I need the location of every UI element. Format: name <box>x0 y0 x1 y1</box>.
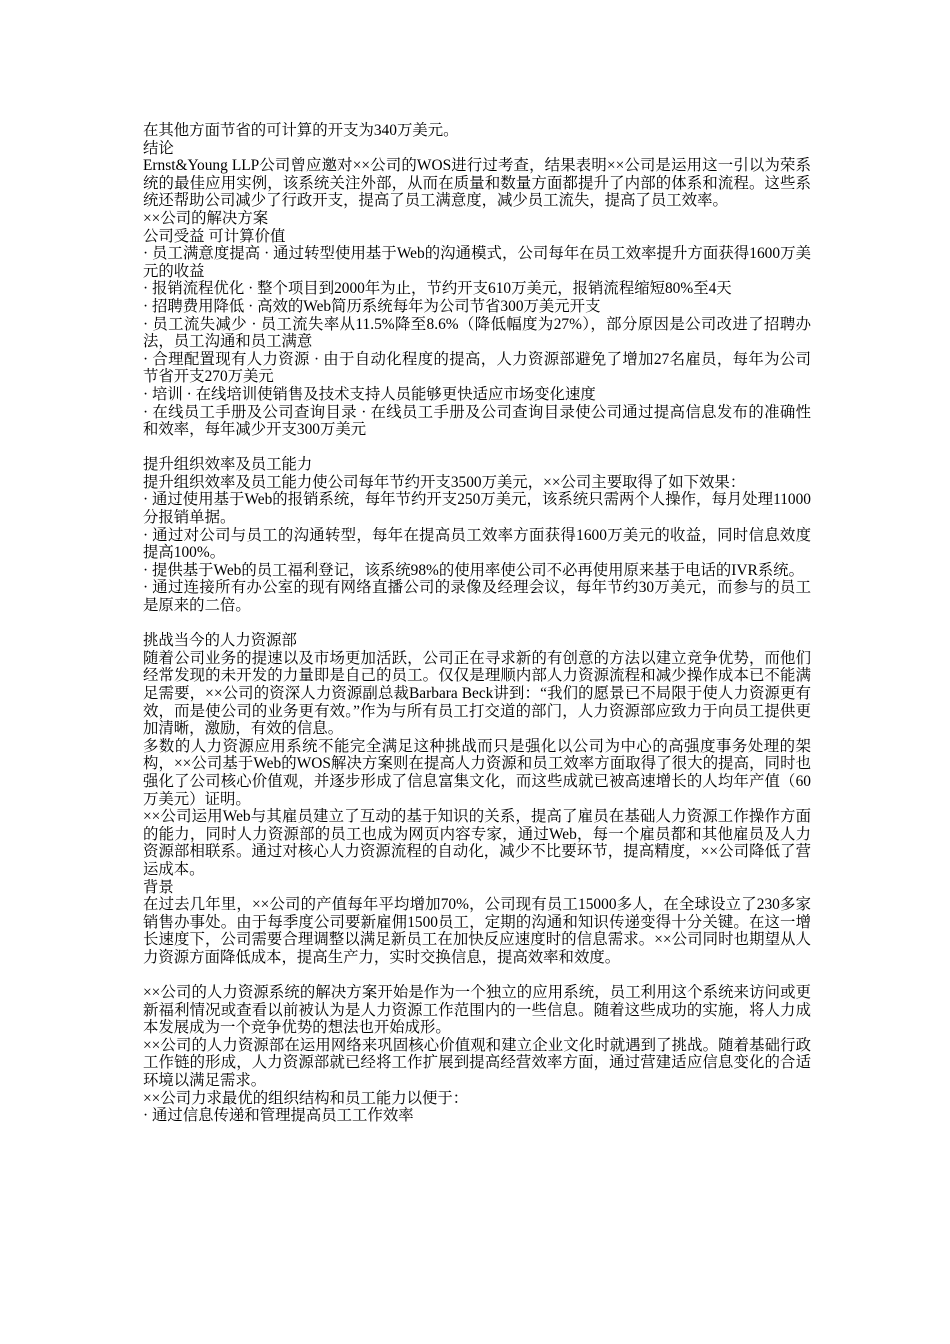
heading-solution: ××公司的解决方案 <box>143 209 269 227</box>
list-item-efficiency-reimbursement: · 通过使用基于Web的报销系统，每年节约开支250万美元，该系统只需两个人操作，每月处理11000分报销单据。 <box>143 491 811 527</box>
paragraph-hr-system-1: ××公司的人力资源系统的解决方案开始是作为一个独立的应用系统，员工利用这个系统来访问或更新福利情况或查看以前被认为是人力资源工作范围内的一些信息。随着这些成功的实施，将人力成本发展成为一个竞争优势的想法也开始成形。 <box>143 984 811 1037</box>
table-header-benefits: 公司受益 可计算价值 <box>143 227 286 245</box>
list-item-benefit-training: · 培训 · 在线培训使销售及技术支持人员能够更快适应市场变化速度 <box>143 385 596 403</box>
list-item-benefit-staffing: · 合理配置现有人力资源 · 由于自动化程度的提高，人力资源部避免了增加27名雇员，每年为公司节省开支270万美元 <box>143 350 811 386</box>
blank-line <box>143 439 811 457</box>
paragraph-challenge-2: 多数的人力资源应用系统不能完全满足这种挑战而只是强化以公司为中心的高强度事务处理的架构，××公司基于Web的WOS解决方案则在提高人力资源和员工效率方面取得了很大的提高，同时也强化了公司核心价值观，并逐步形成了信息富集文化，而这些成就已被高速增长的人均年产值（60万美元）证明。 <box>143 737 811 808</box>
paragraph-challenge-1: 随着公司业务的提速以及市场更加活跃，公司正在寻求新的有创意的方法以建立竞争优势，而他们经常发现的未开发的力量即是自己的员工。仅仅是理顺内部人力资源流程和减少操作成本已不能满足需要，××公司的资深人力资源副总裁Barbara Beck讲到：“我们的愿景已不局限于使人力资源更有效，而是使公司的业务更有效。”作为与所有员工打交道的部门，人力资源部应致力于向员工提供更加清晰，激励，有效的信息。 <box>143 649 811 738</box>
list-item-efficiency-communication: · 通过对公司与员工的沟通转型，每年在提高员工效率方面获得1600万美元的收益，同时信息效度提高100%。 <box>143 526 811 562</box>
paragraph-hr-system-2: ××公司的人力资源部在运用网络来巩固核心价值观和建立企业文化时就遇到了挑战。随着基础行政工作链的形成，人力资源部就已经将工作扩展到提高经营效率方面，通过营建适应信息变化的合适环境以满足需求。 <box>143 1036 811 1090</box>
list-item-benefit-handbook: · 在线员工手册及公司查询目录 · 在线员工手册及公司查询目录使公司通过提高信息发布的准确性和效率，每年减少开支300万美元 <box>143 403 811 439</box>
list-item-benefit-reimbursement: · 报销流程优化 · 整个项目到2000年为止，节约开支610万美元，报销流程缩短80%至4天 <box>143 280 732 298</box>
list-item-efficiency-broadcast: · 通过连接所有办公室的现有网络直播公司的录像及经理会议，每年节约30万美元，而参与的员工是原来的二倍。 <box>143 579 811 615</box>
heading-efficiency: 提升组织效率及员工能力 <box>143 456 313 474</box>
paragraph-challenge-3: ××公司运用Web与其雇员建立了互动的基于知识的关系，提高了雇员在基础人力资源工作操作方面的能力，同时人力资源部的员工也成为网页内容专家，通过Web，每一个雇员都和其他雇员及人力资源部相联系。通过对核心人力资源流程的自动化，减少不比要环节，提高精度，××公司降低了营运成本。 <box>143 808 811 878</box>
paragraph-savings-summary: 在其他方面节省的可计算的开支为340万美元。 <box>143 122 459 139</box>
paragraph-background: 在过去几年里，××公司的产值每年平均增加70%，公司现有员工15000多人，在全球设立了230多家销售办事处。由于每季度公司要新雇佣1500员工，定期的沟通和知识传递变得十分关键。在这一增长速度下，公司需要合理调整以满足新员工在加快反应速度时的信息需求。××公司同时也期望从人力资源方面降低成本，提高生产力，实时交换信息，提高效率和效度。 <box>143 896 811 966</box>
list-item-efficiency-benefits: · 提供基于Web的员工福利登记，该系统98%的使用率使公司不必再使用原来基于电话的IVR系统。 <box>143 561 804 579</box>
list-item-benefit-satisfaction: · 员工满意度提高 · 通过转型使用基于Web的沟通模式，公司每年在员工效率提升方面获得1600万美元的收益 <box>143 245 811 280</box>
blank-line <box>143 615 811 633</box>
heading-conclusion: 结论 <box>143 139 174 157</box>
blank-line <box>143 967 811 985</box>
heading-background: 背景 <box>143 878 174 896</box>
paragraph-hr-goals: ××公司力求最优的组织结构和员工能力以便于： <box>143 1089 469 1107</box>
document-page <box>143 122 811 1125</box>
heading-challenge: 挑战当今的人力资源部 <box>143 632 297 650</box>
list-item-benefit-turnover: · 员工流失减少 · 员工流失率从11.5%降至8.6%（降低幅度为27%），部分原因是公司改进了招聘办法，员工沟通和员工满意 <box>143 315 811 351</box>
paragraph-efficiency-intro: 提升组织效率及员工能力使公司每年节约开支3500万美元，××公司主要取得了如下效果： <box>143 473 746 491</box>
list-item-hr-goal: · 通过信息传递和管理提高员工工作效率 <box>143 1107 414 1125</box>
paragraph-conclusion: Ernst&Young LLP公司曾应邀对××公司的WOS进行过考查，结果表明××公司是运用这一引以为荣系统的最佳应用实例，该系统关注外部，从而在质量和数量方面都提升了内部的体系和流程。这些系统还帮助公司减少了行政开支，提高了员工满意度，减少员工流失，提高了员工效率。 <box>143 157 811 210</box>
list-item-benefit-recruiting: · 招聘费用降低 · 高效的Web简历系统每年为公司节省300万美元开支 <box>143 297 601 315</box>
